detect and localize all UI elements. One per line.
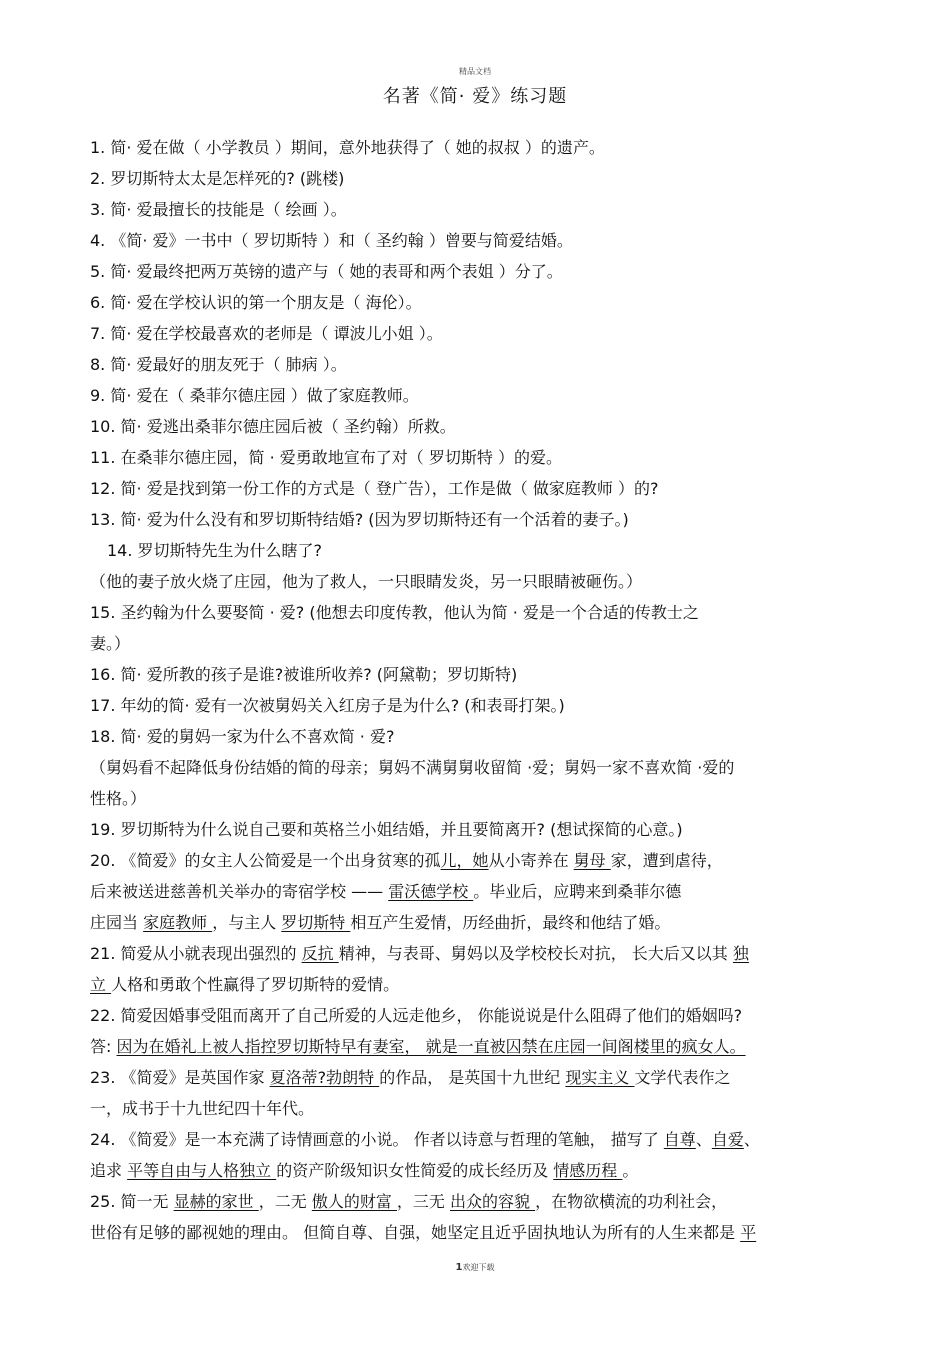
question-line [90, 938, 862, 969]
line-text: ，二无 [258, 1192, 312, 1211]
line-text: 5. 简· 爱最终把两万英镑的遗产与（ 她的表哥和两个表姐 ）分了。 [90, 262, 563, 281]
line-text: 7. 简· 爱在学校最喜欢的老师是（ 谭波儿小姐 ）。 [90, 324, 443, 343]
line-text: ，在物欲横流的功利社会， [535, 1192, 728, 1211]
question-line [90, 814, 862, 845]
line-text: 。毕业后，应聘来到桑菲尔德 [473, 882, 682, 901]
answer-text: 自尊 [663, 1130, 696, 1149]
question-line [90, 876, 862, 907]
page-footer [0, 1262, 950, 1273]
answer-text: 现实主义 [565, 1068, 635, 1087]
question-line [90, 752, 862, 783]
line-text: ，与主人 [212, 913, 282, 932]
question-line [90, 1124, 862, 1155]
answer-text: 反抗 [301, 944, 339, 963]
line-text: 8. 简· 爱最好的朋友死于（ 肺病 ）。 [90, 355, 347, 374]
answer-text: 儿，她 [440, 851, 489, 870]
question-line [90, 256, 862, 287]
line-text: 庄园当 [90, 913, 144, 932]
answer-text: 独 [732, 944, 749, 963]
answer-text: 舅母 [573, 851, 611, 870]
question-line [90, 132, 862, 163]
line-text: 性格。） [90, 789, 147, 808]
question-line [90, 628, 862, 659]
question-line [90, 1062, 862, 1093]
question-line [90, 1186, 862, 1217]
question-line [90, 504, 862, 535]
question-line [90, 442, 862, 473]
line-text: ，三无 [396, 1192, 450, 1211]
answer-text: 出众的容貌 [450, 1192, 536, 1211]
line-text: 18. 简· 爱的舅妈一家为什么不喜欢简 · 爱? [90, 727, 395, 746]
question-line [90, 690, 862, 721]
line-text: 世俗有足够的鄙视她的理由。 但简自尊、自强，她坚定且近乎固执地认为所有的人生来都是 [90, 1223, 741, 1242]
question-line [90, 1000, 862, 1031]
line-text: （他的妻子放火烧了庄园，他为了救人，一只眼睛发炎，另一只眼睛被砸伤。） [90, 572, 643, 591]
answer-text: 情感历程 [553, 1161, 623, 1180]
line-text: 2. 罗切斯特太太是怎样死的? (跳楼) [90, 169, 345, 188]
line-text: 15. 圣约翰为什么要娶简 · 爱? (他想去印度传教，他认为简 · 爱是一个合适的传教士之 [90, 603, 699, 622]
question-line [90, 783, 862, 814]
line-text: 22. 简爱因婚事受阻而离开了自己所爱的人远走他乡， 你能说说是什么阻碍了他们的婚姻吗? [90, 1006, 743, 1025]
line-text: 4. 《简· 爱》一书中（ 罗切斯特 ）和（ 圣约翰 ）曾要与简爱结婚。 [90, 231, 573, 250]
question-line [90, 163, 862, 194]
question-line [90, 1031, 862, 1062]
question-line [90, 721, 862, 752]
line-text: 6. 简· 爱在学校认识的第一个朋友是（ 海伦）。 [90, 293, 422, 312]
question-line [90, 1217, 862, 1248]
answer-text: 傲人的财富 [311, 1192, 397, 1211]
question-line [90, 349, 862, 380]
line-text: 一，成书于十九世纪四十年代。 [90, 1099, 315, 1118]
line-text: 17. 年幼的简· 爱有一次被舅妈关入红房子是为什么? (和表哥打架。) [90, 696, 565, 715]
answer-text: 因为在婚礼上被人指控罗切斯特早有妻室， 就是一直被囚禁在庄园一间阁楼里的疯女人。 [116, 1037, 746, 1056]
line-text: 文学代表作之 [634, 1068, 731, 1087]
line-text: 家，遭到虐待， [610, 851, 723, 870]
answer-text: 自爱 [711, 1130, 744, 1149]
line-text: 、 [743, 1130, 760, 1149]
answer-text: 平 [740, 1223, 757, 1242]
question-line [90, 194, 862, 225]
line-text: 10. 简· 爱逃出桑菲尔德庄园后被（ 圣约翰）所救。 [90, 417, 456, 436]
line-text: 11. 在桑菲尔德庄园，简 · 爱勇敢地宣布了对（ 罗切斯特 ）的爱。 [90, 448, 562, 467]
line-text: （舅妈看不起降低身份结婚的简的母亲；舅妈不满舅舅收留简 ·爱；舅妈一家不喜欢简 ·爱的 [90, 758, 735, 777]
answer-text: 显赫的家世 [173, 1192, 259, 1211]
line-text: 的作品， 是英国十九世纪 [379, 1068, 566, 1087]
line-text: 相互产生爱情，历经曲折，最终和他结了婚。 [350, 913, 671, 932]
line-text: 后来被送进慈善机关举办的寄宿学校 —— [90, 882, 389, 901]
question-line [90, 659, 862, 690]
footer-text: 欢迎下载 [462, 1263, 495, 1272]
line-text: 14. 罗切斯特先生为什么瞎了? [107, 541, 323, 560]
question-line [90, 1093, 862, 1124]
line-text: 16. 简· 爱所教的孩子是谁?被谁所收养? (阿黛勒；罗切斯特) [90, 665, 518, 684]
answer-text: 家庭教师 [143, 913, 213, 932]
answer-text: 夏洛蒂?勃朗特 [269, 1068, 380, 1087]
line-text: 。 [622, 1161, 639, 1180]
line-text: 追求 [90, 1161, 128, 1180]
question-line [90, 969, 862, 1000]
line-text: 从小寄养在 [488, 851, 574, 870]
line-text: 19. 罗切斯特为什么说自己要和英格兰小姐结婚，并且要简离开? (想试探简的心意。) [90, 820, 683, 839]
line-text: 20. 《简爱》的女主人公简爱是一个出身贫寒的孤 [90, 851, 441, 870]
answer-text: 立 [90, 975, 112, 994]
question-line [90, 225, 862, 256]
question-line [90, 318, 862, 349]
question-list [90, 132, 862, 1248]
question-line [90, 1155, 862, 1186]
question-line [90, 535, 862, 566]
question-line [90, 597, 862, 628]
line-text: 人格和勇敢个性赢得了罗切斯特的爱情。 [111, 975, 400, 994]
line-text: 23. 《简爱》是英国作家 [90, 1068, 270, 1087]
line-text: 24. 《简爱》是一本充满了诗情画意的小说。 作者以诗意与哲理的笔触， 描写了 [90, 1130, 664, 1149]
question-line [90, 411, 862, 442]
line-text: 21. 简爱从小就表现出强烈的 [90, 944, 302, 963]
question-line [90, 380, 862, 411]
question-line [90, 473, 862, 504]
question-line [90, 907, 862, 938]
line-text: 13. 简· 爱为什么没有和罗切斯特结婚? (因为罗切斯特还有一个活着的妻子。) [90, 510, 629, 529]
question-line [90, 845, 862, 876]
line-text: 3. 简· 爱最擅长的技能是（ 绘画 ）。 [90, 200, 347, 219]
line-text: 的资产阶级知识女性简爱的成长经历及 [276, 1161, 554, 1180]
page-number: 1 [455, 1262, 463, 1273]
question-line [90, 287, 862, 318]
line-text: 、 [695, 1130, 712, 1149]
line-text: 妻。） [90, 634, 131, 653]
line-text: 精神，与表哥、舅妈以及学校校长对抗， 长大后又以其 [338, 944, 733, 963]
line-text: 1. 简· 爱在做（ 小学教员 ）期间，意外地获得了（ 她的叔叔 ）的遗产。 [90, 138, 605, 157]
page-header-label: 精品文档 [459, 67, 491, 76]
answer-text: 罗切斯特 [281, 913, 351, 932]
question-line [90, 566, 862, 597]
line-text: 9. 简· 爱在（ 桑菲尔德庄园 ）做了家庭教师。 [90, 386, 419, 405]
line-text: 12. 简· 爱是找到第一份工作的方式是（ 登广告），工作是做（ 做家庭教师 ）的? [90, 479, 659, 498]
answer-text: 雷沃德学校 [388, 882, 474, 901]
page-title: 名著《简· 爱》练习题 [382, 86, 568, 107]
line-text: 答: [90, 1037, 117, 1056]
answer-text: 平等自由与人格独立 [127, 1161, 277, 1180]
line-text: 25. 简一无 [90, 1192, 174, 1211]
